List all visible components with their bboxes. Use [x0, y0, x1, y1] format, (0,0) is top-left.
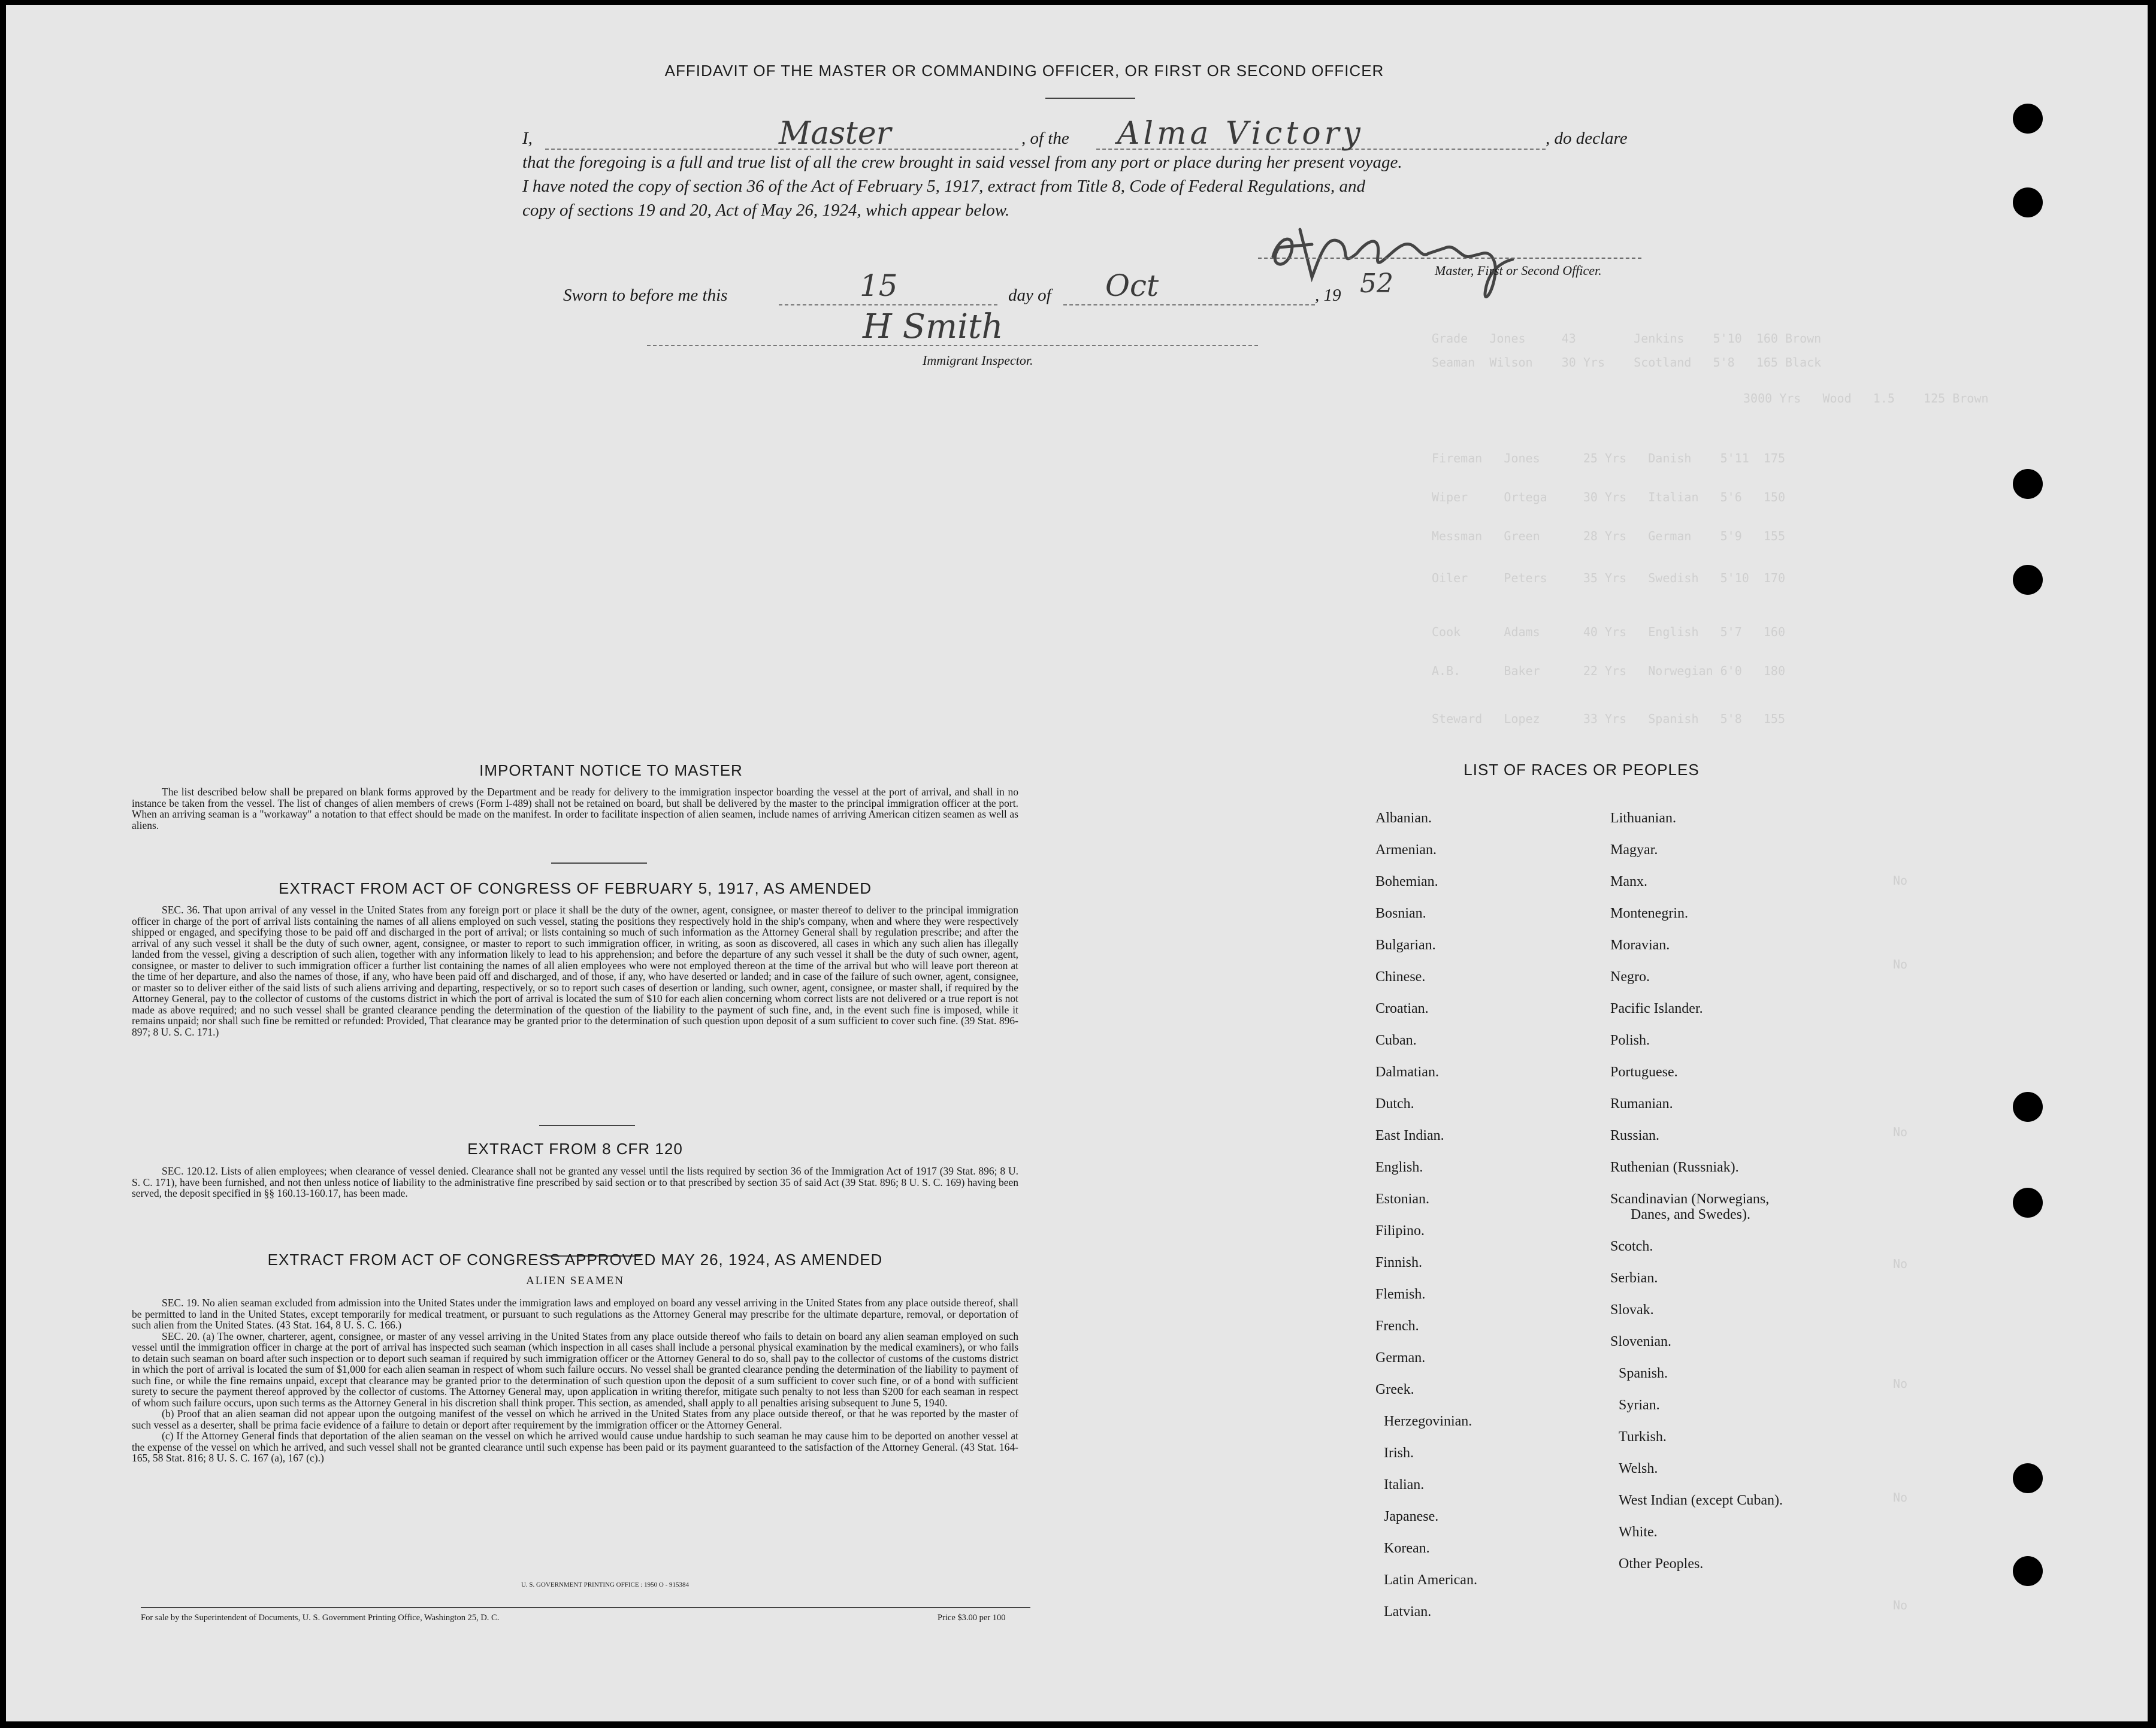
race-item: Italian. [1384, 1477, 1425, 1493]
race-item: Montenegrin. [1610, 906, 1688, 921]
race-item: Welsh. [1619, 1461, 1658, 1476]
race-item: Cuban. [1375, 1033, 1417, 1048]
do-declare-label: , do declare [1546, 129, 1628, 148]
punch-hole [2013, 187, 2043, 217]
affidavit-line-3: I have noted the copy of section 36 of the Act of February 5, 1917, extract from Title 8, Code of Federal Regulations, and [522, 177, 1366, 196]
race-item: Syrian. [1619, 1397, 1660, 1413]
punch-hole [2013, 1556, 2043, 1586]
race-item: Ruthenian (Russniak). [1610, 1160, 1739, 1175]
race-item: Estonian. [1375, 1191, 1429, 1207]
extract-1924-body [132, 1297, 1018, 1464]
affidavit-line-4: copy of sections 19 and 20, Act of May 26, 1924, which appear below. [522, 201, 1010, 220]
race-item: Bosnian. [1375, 906, 1426, 921]
race-item: Bulgarian. [1375, 937, 1436, 953]
day-line [779, 304, 997, 305]
i-label: I, [522, 129, 533, 148]
alien-seamen-subtitle: ALIEN SEAMEN [526, 1275, 624, 1287]
race-item: Slovenian. [1610, 1334, 1671, 1349]
race-item: Flemish. [1375, 1287, 1426, 1302]
race-item: Serbian. [1610, 1270, 1658, 1286]
race-item: Herzegovinian. [1384, 1414, 1472, 1429]
races-title: LIST OF RACES OR PEOPLES [1463, 761, 1700, 779]
race-item: Manx. [1610, 874, 1647, 889]
race-item: Moravian. [1610, 937, 1670, 953]
race-item: White. [1619, 1524, 1658, 1540]
race-item: Turkish. [1619, 1429, 1667, 1445]
inspector-caption: Immigrant Inspector. [923, 353, 1033, 368]
notice-title: IMPORTANT NOTICE TO MASTER [479, 761, 743, 779]
race-item: Negro. [1610, 969, 1650, 985]
race-item: Other Peoples. [1619, 1556, 1704, 1572]
race-item: Scotch. [1610, 1239, 1653, 1254]
race-item: Dutch. [1375, 1096, 1414, 1112]
race-item: Korean. [1384, 1541, 1430, 1556]
year-written: 52 [1360, 268, 1393, 299]
race-item: Pacific Islander. [1610, 1001, 1703, 1016]
divider [539, 1125, 635, 1126]
day-written: 15 [860, 268, 898, 303]
of-the-label: , of the [1021, 129, 1069, 148]
sec-20a-paragraph: SEC. 20. (a) The owner, charterer, agent, consignee, or master of any vessel arriving in the United States from any place outside thereof who fails to detain on board any alien seaman employed on such vessel until the immigration officer in charge at the port of arrival has inspected such seaman (which inspection in all cases shall include a personal physical examination by the medical examiners), or who fails to detain such seaman on board after such inspection or to deport such seaman if required by such immigration officer or the Attorney General to do so, shall pay to the collector of customs of the customs district in which the port of arrival is located the sum of $1,000 for each alien seaman in respect of whom such failure occurs. No vessel shall be granted clearance pending the determination of the liability to payment of such fine, or while the fine remains unpaid, except that clearance may be granted prior to the determination of such question upon the deposit of a sum sufficient to cover such fine, or of a bond with sufficient surety to secure the payment thereof approved by the collector of customs. The Attorney General may, upon application in writing therefor, mitigate such penalty to not less than $200 for each seaman in respect of whom such failure occurs, upon such terms as the Attorney General in his discretion shall think proper. This section, as amended, shall apply to all penalties arising subsequent to June 5, 1940. [132, 1330, 1018, 1409]
month-written: Oct [1105, 268, 1159, 303]
race-item: Greek. [1375, 1382, 1414, 1397]
extract-1917-title: EXTRACT FROM ACT OF CONGRESS OF FEBRUARY 5, 1917, AS AMENDED [279, 879, 872, 897]
footer-rule [141, 1607, 1030, 1608]
punch-hole [2013, 1188, 2043, 1218]
race-item: Rumanian. [1610, 1096, 1673, 1112]
title-rule [1045, 98, 1135, 99]
race-item: Latin American. [1384, 1572, 1477, 1588]
month-line [1063, 304, 1315, 305]
race-item: West Indian (except Cuban). [1619, 1493, 1783, 1508]
extract-1924-title: EXTRACT FROM ACT OF CONGRESS APPROVED MAY 26, 1924, AS AMENDED [267, 1251, 883, 1269]
signature-line [1258, 258, 1641, 259]
race-item: Croatian. [1375, 1001, 1429, 1016]
day-of-label: day of [1008, 286, 1051, 305]
race-item: Bohemian. [1375, 874, 1438, 889]
year-prefix: , 19 [1315, 286, 1341, 305]
race-item: East Indian. [1375, 1128, 1444, 1143]
extract-cfr-title: EXTRACT FROM 8 CFR 120 [467, 1140, 683, 1158]
document-page: Grade Jones 43 Jenkins 5'10 160 Brown Seaman Wilson 30 Yrs Scotland 5'8 165 Black 3000 Yrs Wood 1.5 125 Brown Fireman Jones 25 Yrs Danish 5'11 175 Wiper Ortega 30 Yrs Italian 5'6 150 Messman Green 28 Yrs German 5'9 155 Oiler Peters 35 Yrs Swedish 5'10 170 Cook Adams 40 Yrs English 5'7 160 A.B. Baker 22 Yrs Norwegian 6'0 180 Steward Lopez 33 Yrs Spanish 5'8 155 No No No No No No No AFFIDAVIT OF THE MASTER OR COMMANDING OFFICER, OR FIRST OR SECOND OFFICER I, Master , of the Alma Victory , do declare that the foregoing is a full and true list of all the crew brought in said vessel from any port or place during her present voyage. I have noted the copy of section 36 of the Act of February 5, 1917, extract from Title 8, Code of Federal Regulations, and copy of sections 19 and 20, Act of May 26, 1924, which appear below. Master, First or Second Officer. Sworn to before me this 15 day of Oct , 19 52 H Smith Immigrant Inspector. IMPORTANT NOTICE TO MASTER The list described below shall be prepared on blank forms approved by the Department and be ready for delivery to the immigration inspector boarding the vessel at the port of arrival, and shall in no instance be taken from the vessel. The list of changes of alien members of crews (Form I-489) shall not be retained on board, but shall be delivered by the master to the principal immigration officer at the port. When an arriving seaman is a "workaway" a notation to that effect should be made on the manifest. In order to facilitate inspection of alien seamen, include names of arriving American citizen seamen as well as aliens. EXTRACT FROM ACT OF CONGRESS OF FEBRUARY 5, 1917, AS AMENDED SEC. 36. That upon arrival of any vessel in the United States from any foreign port or place it shall be the duty of the owner, agent, consignee, or master thereof to deliver to the principal immigration officer in charge of the port of arrival lists containing the names of all aliens employed on such vessel, stating the positions they respectively hold in the ship's company, when and where they were respectively shipped or engaged, and specifying those to be paid off and discharged in the port of arrival; or lists containing so much of such information as the Attorney General shall by regulation prescribe; and after the arrival of any such vessel it shall be the duty of such owner, agent, consignee, or master to report to such immigration officer, in writing, as soon as discovered, all cases in which any such alien has illegally landed from the vessel, giving a description of such alien, together with any information likely to lead to his apprehension; and before the departure of any such vessel it shall be the duty of such owner, agent, consignee, or master to deliver to such immigration officer a further list containing the names of all alien employees who were not employed thereon at the time of the arrival but who will leave port thereon at the time of her departure, and also the names of those, if any, who have been paid off and discharged, and of those, if any, who have deserted or landed; and in case of the failure of such owner, agent, consignee, or master so to deliver either of the said lists of such aliens arriving and departing, respectively, or so to report such cases of desertion or landing, such owner, agent, consignee, or master shall, if required by the Attorney General, pay to the collector of customs of the customs district in which the port of arrival is located the sum of $10 for each alien concerning whom correct lists are not delivered or a true report is not made as above required; and no such vessel shall be granted clearance pending the determination of the question of the liability to the payment of such fine, and, in the event such fine is imposed, while it remains unpaid; nor shall such fine be remitted or refunded: Provided, That clearance may be granted prior to the determination of such question upon deposit of a sum sufficient to cover such fine. (39 Stat. 896-897; 8 U. S. C. 171.) EXTRACT FROM 8 CFR 120 SEC. 120.12. Lists of alien employees; when clearance of vessel denied. Clearance shall not be granted any vessel until the lists required by section 36 of the Immigration Act of 1917 (39 Stat. 896; 8 U. S. C. 171), have been furnished, and not then unless notice of liability to the administrative fine prescribed by said section or to that prescribed by section 35 of said Act (39 Stat. 896; 8 U. S. C. 169) having been served, the deposit specified in §§ 160.13-160.17, has been made. EXTRACT FROM ACT OF CONGRESS APPROVED MAY 26, 1924, AS AMENDED ALIEN SEAMEN SEC. 19. No alien seaman excluded from admission into the United States under the immigration laws and employed on board any vessel arriving in the United States from any place outside thereof, shall be permitted to land in the United States, except temporarily for medical treatment, or pursuant to such regulations as the Attorney General may prescribe for the ultimate departure, removal, or deportation of such alien from the United States. (43 Stat. 164, 8 U. S. C. 166.) SEC. 20. (a) The owner, charterer, agent, consignee, or master of any vessel arriving in the United States from any place outside thereof who fails to detain on board any alien seaman employed on such vessel until the immigration officer in charge at the port of arrival has inspected such seaman (which inspection in all cases shall include a personal physical examination by the medical examiners), or who fails to detain such seaman on board after such inspection or to deport such seaman if required by such immigration officer or the Attorney General to do so, shall pay to the collector of customs of the customs district in which the port of arrival is located the sum of $1,000 for each alien seaman in respect of whom such failure occurs. No vessel shall be granted clearance pending the determination of the liability to payment of such fine, or while the fine remains unpaid, except that clearance may be granted prior to the determination of such question upon the deposit of a sum sufficient to cover such fine, or of a bond with sufficient surety to secure the payment thereof approved by the collector of customs. The Attorney General may, upon application in writing therefor, mitigate such penalty to not less than $200 for each seaman in respect of whom such failure occurs, upon such terms as the Attorney General in his discretion shall think proper. This section, as amended, shall apply to all penalties arising subsequent to June 5, 1940. (b) Proof that an alien seaman did not appear upon the outgoing manifest of the vessel on which he arrived in the United States from any place outside thereof, or that he was reported by the master of such vessel as a deserter, shall be prima facie evidence of a failure to detain or deport after requirement by the immigration officer or the Attorney General. (c) If the Attorney General finds that deportation of the alien seaman on the vessel on which he arrived would cause undue hardship to such seaman he may cause him to be deported on another vessel at the expense of the vessel on which he arrived, and such vessel shall not be granted clearance until such expense has been paid or its payment guaranteed to the satisfaction of the Attorney General. (43 Stat. 164-165, 58 Stat. 816; 8 U. S. C. 167 (a), 167 (c).) U. S. GOVERNMENT PRINTING OFFICE : 1950 O - 915384 For sale by the Superintendent of Documents, U. S. Government Printing Office, Washington 25, D. C. Price $3.00 per 100 LIST OF RACES OR PEOPLES Albanian. Armenian. Bohemian. Bosnian. Bulgarian. Chinese. Croatian. Cuban. Dalmatian. Dutch. East Indian. English. Estonian. Filipino. Finnish. Flemish. French. German. Greek. Herzegovinian. Irish. Italian. Japanese. Korean. Latin American. Latvian. Lithuanian. Magyar. Manx. Montenegrin. Moravian. Negro. Pacific Islander. Polish. Portuguese. Rumanian. Russian. Ruthenian (Russniak). Scandinavian (Norwegians, Danes, and Swedes). Scotch. Serbian. Slovak. Slovenian. Spanish. Syrian. Turkish. Welsh. West Indian (except Cuban). White. Other Peoples. [6, 5, 2148, 1721]
footer-right: Price $3.00 per 100 [938, 1613, 1006, 1623]
punch-hole [2013, 1463, 2043, 1493]
race-item: Danes, and Swedes). [1631, 1207, 1750, 1222]
master-written: Master [779, 116, 891, 152]
punch-hole [2013, 565, 2043, 595]
race-item: Slovak. [1610, 1302, 1654, 1318]
race-item: Irish. [1384, 1445, 1414, 1461]
race-item: Japanese. [1384, 1509, 1439, 1524]
race-item: Magyar. [1610, 842, 1658, 858]
punch-hole [2013, 104, 2043, 134]
footer-left: For sale by the Superintendent of Documents, U. S. Government Printing Office, Washington 25, D. C. [141, 1613, 500, 1623]
extract-cfr-text: SEC. 120.12. Lists of alien employees; when clearance of vessel denied. Clearance shall not be granted any vessel until the lists required by section 36 of the Immigration Act of 1917 (39 Stat. 896; 8 U. S. C. 171), have been furnished, and not then unless notice of liability to the administrative fine prescribed by said section or to that prescribed by section 35 of said Act (39 Stat. 896; 8 U. S. C. 169) having been served, the deposit specified in §§ 160.13-160.17, has been made. [132, 1165, 1018, 1199]
notice-text: The list described below shall be prepared on blank forms approved by the Department and be ready for delivery to the immigration inspector boarding the vessel at the port of arrival, and shall in no instance be taken from the vessel. The list of changes of alien members of crews (Form I-489) shall not be retained on board, but shall be delivered by the master to the principal immigration officer at the port. When an arriving seaman is a "workaway" a notation to that effect should be made on the manifest. In order to facilitate inspection of alien seamen, include names of arriving American citizen seamen as well as aliens. [132, 786, 1018, 831]
extract-1917-text: SEC. 36. That upon arrival of any vessel in the United States from any foreign port or place it shall be the duty of the owner, agent, consignee, or master thereof to deliver to the principal immigration officer in charge of the port of arrival lists containing the names of all aliens employed on such vessel, stating the positions they respectively hold in the ship's company, when and where they were respectively shipped or engaged, and specifying those to be paid off and discharged in the port of arrival; or lists containing so much of such information as the Attorney General shall by regulation prescribe; and after the arrival of any such vessel it shall be the duty of such owner, agent, consignee, or master to report to such immigration officer, in writing, as soon as discovered, all cases in which any such alien has illegally landed from the vessel, giving a description of such alien, together with any information likely to lead to his apprehension; and before the departure of any such vessel it shall be the duty of such owner, agent, consignee, or master to deliver to such immigration officer a further list containing the names of all alien employees who were not employed thereon at the time of the arrival but who will leave port thereon at the time of her departure, and also the names of those, if any, who have been paid off and discharged, and of those, if any, who have deserted or landed; and in case of the failure of such owner, agent, consignee, or master so to deliver either of the said lists of such aliens arriving and departing, respectively, or so to report such cases of desertion or landing, such owner, agent, consignee, or master shall, if required by the Attorney General, pay to the collector of customs of the customs district in which the port of arrival is located the sum of $10 for each alien concerning whom correct lists are not delivered or a true report is not made as above required; and no such vessel shall be granted clearance pending the determination of the question of the liability to the payment of such fine, and, in the event such fine is imposed, while it remains unpaid; nor shall such fine be remitted or refunded: Provided, That clearance may be granted prior to the determination of such question upon deposit of a sum sufficient to cover such fine. (39 Stat. 896-897; 8 U. S. C. 171.) [132, 904, 1018, 1038]
sworn-label: Sworn to before me this [563, 286, 728, 305]
printing-office-note: U. S. GOVERNMENT PRINTING OFFICE : 1950 O - 915384 [521, 1581, 689, 1588]
race-item: Dalmatian. [1375, 1064, 1439, 1080]
race-item: Armenian. [1375, 842, 1437, 858]
sec-19-paragraph: SEC. 19. No alien seaman excluded from admission into the United States under the immigration laws and employed on board any vessel arriving in the United States from any place outside thereof, shall be permitted to land in the United States, except temporarily for medical treatment, or pursuant to such regulations as the Attorney General may prescribe for the ultimate departure, removal, or deportation of such alien from the United States. (43 Stat. 164, 8 U. S. C. 166.) [132, 1297, 1018, 1331]
race-item: Scandinavian (Norwegians, [1610, 1191, 1770, 1207]
vessel-written: Alma Victory [1117, 116, 1364, 152]
inspector-signature: H Smith [863, 307, 1003, 346]
race-item: Albanian. [1375, 810, 1432, 826]
sec-20c-paragraph: (c) If the Attorney General finds that deportation of the alien seaman on the vessel on which he arrived would cause undue hardship to such seaman he may cause him to be deported on another vessel at the expense of the vessel on which he arrived, and such vessel shall not be granted clearance until such expense has been paid or its payment guaranteed to the satisfaction of the Attorney General. (43 Stat. 164-165, 58 Stat. 816; 8 U. S. C. 167 (a), 167 (c).) [132, 1430, 1018, 1464]
inspector-line [647, 345, 1258, 346]
race-item: French. [1375, 1318, 1419, 1334]
affidavit-title: AFFIDAVIT OF THE MASTER OR COMMANDING OFFICER, OR FIRST OR SECOND OFFICER [664, 62, 1384, 80]
punch-hole [2013, 469, 2043, 499]
race-item: Spanish. [1619, 1366, 1668, 1381]
race-item: Filipino. [1375, 1223, 1425, 1239]
race-item: Lithuanian. [1610, 810, 1676, 826]
race-item: English. [1375, 1160, 1423, 1175]
race-item: German. [1375, 1350, 1426, 1366]
sec-20b-paragraph: (b) Proof that an alien seaman did not appear upon the outgoing manifest of the vessel on which he arrived in the United States from any place outside thereof, or that he was reported by the master of such vessel as a deserter, shall be prima facie evidence of a failure to detain or deport after requirement by the immigration officer or the Attorney General. [132, 1408, 1018, 1431]
race-item: Latvian. [1384, 1604, 1432, 1620]
divider [551, 863, 647, 864]
race-item: Portuguese. [1610, 1064, 1678, 1080]
race-item: Finnish. [1375, 1255, 1423, 1270]
affidavit-line-2: that the foregoing is a full and true list of all the crew brought in said vessel from any port or place during her present voyage. [522, 153, 1402, 172]
race-item: Russian. [1610, 1128, 1660, 1143]
signature-caption: Master, First or Second Officer. [1435, 263, 1602, 278]
punch-hole [2013, 1092, 2043, 1122]
race-item: Polish. [1610, 1033, 1650, 1048]
race-item: Chinese. [1375, 969, 1426, 985]
